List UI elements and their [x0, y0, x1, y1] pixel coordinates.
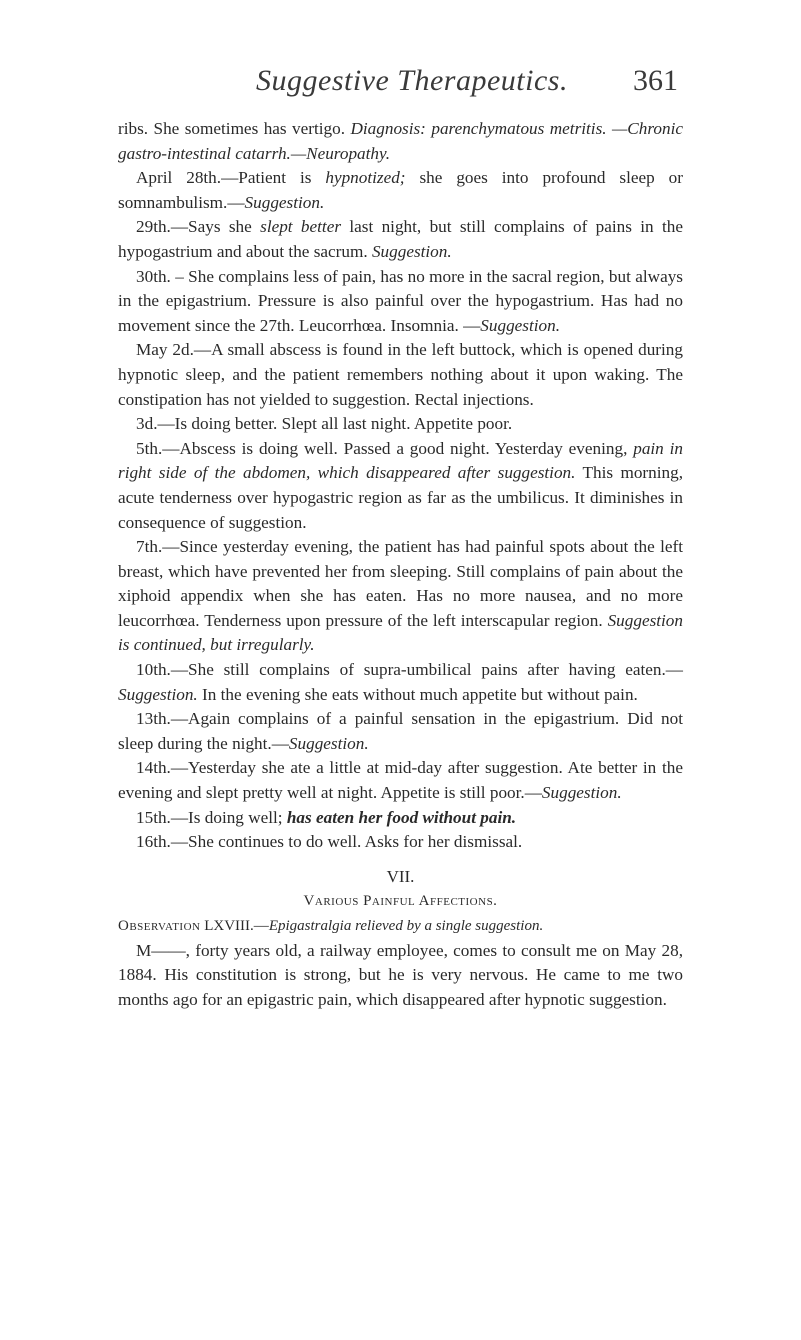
- paragraph-may-2d: May 2d.—A small abscess is found in the left buttock, which is opened during hypnotic sleep, and the patient remembers nothing about it upon waking. The constipation has not yielded to suggestion. Rectal injections.: [118, 340, 683, 409]
- section-title: Various Painful Affections.: [303, 893, 498, 910]
- paragraph-diagnosis: ribs. She sometimes has vertigo. Diagnosis: parenchymatous metritis. —Chronic gastro-intestinal catarrh.—Neuropathy.: [118, 119, 683, 163]
- paragraph-15th: 15th.—Is doing well; has eaten her food without pain.: [136, 807, 517, 827]
- paragraph-case: M——, forty years old, a railway employee, comes to consult me on May 28, 1884. His constitution is strong, but he is very nervous. He came to me two months ago for an epigastric pain, which disappeared after hypnotic suggestion.: [118, 940, 683, 1009]
- paragraph-10th: 10th.—She still complains of supra-umbilical pains after having eaten.—Suggestion. In the evening she eats without much appetite but without pain.: [118, 660, 683, 704]
- paragraph-14th: 14th.—Yesterday she ate a little at mid-day after suggestion. Ate better in the evening and slept pretty well at night. Appetite is still poor.—Suggestion.: [118, 758, 683, 803]
- paragraph-3d: 3d.—Is doing better. Slept all last night. Appetite poor.: [136, 414, 513, 434]
- paragraph-16th: 16th.—She continues to do well. Asks for her dismissal.: [136, 832, 523, 852]
- paragraph-29th: 29th.—Says she slept better last night, but still complains of pains in the hypogastrium and about the sacrum. Suggestion.: [118, 217, 683, 261]
- paragraph-30th: 30th. – She complains less of pain, has no more in the sacral region, but always in the epigastrium. Pressure is also painful over the hypogastrium. Has had no movement since the 27th. Leucorrhœa. Insomnia. —Suggestion.: [118, 266, 683, 335]
- page-header: [118, 64, 678, 104]
- paragraph-13th: 13th.—Again complains of a painful sensation in the epigastrium. Did not sleep during the night.—Suggestion.: [118, 709, 683, 753]
- page-number: 361: [633, 64, 678, 97]
- observation-heading: Observation LXVIII.—Epigastralgia relieved by a single suggestion.: [118, 918, 544, 934]
- paragraph-7th: 7th.—Since yesterday evening, the patient has had painful spots about the left breast, which have prevented her from sleeping. Still complains of pain about the xiphoid appendix when she has eaten. Has no more nausea, and no more leucorrhœa. Tenderness upon pressure of the left interscapular region. Suggestion is continued, but irregularly.: [118, 537, 683, 655]
- paragraph-april-28: April 28th.—Patient is hypnotized; she goes into profound sleep or somnambulism.—Suggestion.: [118, 168, 683, 212]
- paragraph-5th: 5th.—Abscess is doing well. Passed a good night. Yesterday evening, pain in right side of the abdomen, which disappeared after suggestion. This morning, acute tenderness over hypogastric region as far as the umbilicus. It diminishes in consequence of suggestion.: [118, 438, 683, 532]
- running-title: Suggestive Therapeutics.: [256, 64, 568, 97]
- section-number: VII.: [386, 866, 415, 886]
- page-body: [118, 117, 683, 1012]
